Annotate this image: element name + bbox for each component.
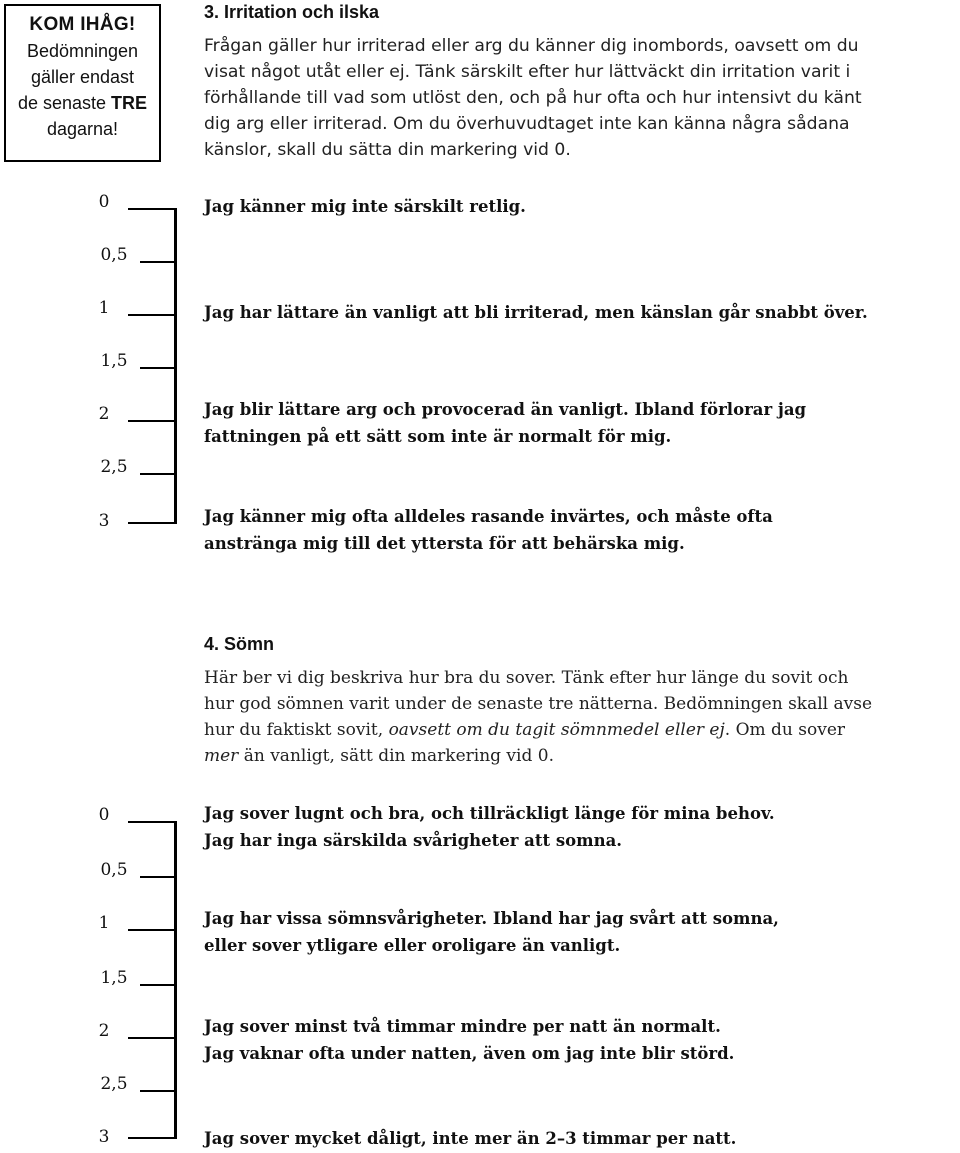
q4-anchor-2 bbox=[204, 1013, 944, 1067]
q3-scale-3[interactable]: 3 bbox=[98, 511, 110, 531]
q4-title: 4. Sömn bbox=[204, 634, 275, 654]
q3-anchor-2-line: Jag blir lättare arg och provocerad än vanligt. Ibland förlorar jag bbox=[204, 400, 807, 419]
q4-description-line-3-post: . Om du sover bbox=[724, 720, 846, 740]
q3-anchor-2 bbox=[204, 396, 944, 450]
q4-description-line-4-em: mer bbox=[204, 746, 239, 766]
reminder-line-2: gäller endast bbox=[30, 67, 135, 87]
q4-description-line: Här ber vi dig beskriva hur bra du sover. Tänk efter hur länge du sovit och bbox=[204, 668, 849, 688]
q4-anchor-1-line: eller sover ytligare eller oroligare än vanligt. bbox=[204, 936, 621, 955]
q4-anchor-1 bbox=[204, 905, 944, 959]
q3-anchor-3 bbox=[204, 503, 944, 557]
q3-title: 3. Irritation och ilska bbox=[204, 2, 380, 22]
q3-tick-1[interactable] bbox=[128, 314, 177, 316]
q4-tick-0[interactable] bbox=[128, 821, 177, 823]
reminder-line-3-strong: TRE bbox=[111, 93, 148, 113]
q3-anchor-3-line: anstränga mig till det yttersta för att behärska mig. bbox=[204, 534, 685, 553]
q4-description-line-3-pre: hur du faktiskt sovit, bbox=[204, 720, 389, 740]
q4-description-line bbox=[204, 717, 956, 743]
q4-anchor-2-line: Jag vaknar ofta under natten, även om jag inte blir störd. bbox=[204, 1044, 735, 1063]
q3-scale-1[interactable]: 1 bbox=[98, 298, 110, 318]
q3-anchor-3-line: Jag känner mig ofta alldeles rasande invärtes, och måste ofta bbox=[204, 507, 773, 526]
q3-description-line: känslor, skall du sätta din markering vid 0. bbox=[204, 140, 571, 160]
reminder-line-4: dagarna! bbox=[46, 119, 119, 139]
q4-scale-0-5[interactable]: 0,5 bbox=[100, 860, 128, 880]
q3-scale-2-5[interactable]: 2,5 bbox=[100, 457, 128, 477]
q4-tick-2[interactable] bbox=[128, 1037, 177, 1039]
q4-tick-2-5[interactable] bbox=[140, 1090, 177, 1092]
q4-tick-3[interactable] bbox=[128, 1137, 177, 1139]
q3-scale-0[interactable]: 0 bbox=[98, 192, 110, 212]
q4-anchor-3-line: Jag sover mycket dåligt, inte mer än 2–3 timmar per natt. bbox=[204, 1129, 737, 1148]
q4-description-line-4-post: än vanligt, sätt din markering vid 0. bbox=[238, 746, 554, 766]
q4-tick-0-5[interactable] bbox=[140, 876, 177, 878]
q3-tick-1-5[interactable] bbox=[140, 367, 177, 369]
q3-description bbox=[204, 33, 960, 163]
q3-anchor-1 bbox=[204, 299, 944, 326]
q3-description-line: visat något utåt eller ej. Tänk särskilt efter hur lättväckt din irritation varit i bbox=[204, 62, 851, 82]
reminder-line-1: Bedömningen bbox=[26, 41, 139, 61]
q4-description-line: hur god sömnen varit under de senaste tre nätterna. Bedömningen skall avse bbox=[204, 694, 873, 714]
q4-anchor-1-line: Jag har vissa sömnsvårigheter. Ibland har jag svårt att somna, bbox=[204, 909, 779, 928]
q3-description-line: dig arg eller irriterad. Om du överhuvudtaget inte kan känna några sådana bbox=[204, 114, 850, 134]
q3-tick-2[interactable] bbox=[128, 420, 177, 422]
q4-tick-1-5[interactable] bbox=[140, 984, 177, 986]
q4-scale-2-5[interactable]: 2,5 bbox=[100, 1074, 128, 1094]
q4-description-line bbox=[204, 743, 956, 769]
q4-anchor-0-line: Jag har inga särskilda svårigheter att somna. bbox=[204, 831, 623, 850]
q3-scale-0-5[interactable]: 0,5 bbox=[100, 245, 128, 265]
q3-tick-0-5[interactable] bbox=[140, 261, 177, 263]
q3-anchor-1-line: Jag har lättare än vanligt att bli irriterad, men känslan går snabbt över. bbox=[204, 303, 868, 322]
q4-scale-3[interactable]: 3 bbox=[98, 1127, 110, 1147]
q3-scale-1-5[interactable]: 1,5 bbox=[100, 351, 128, 371]
reminder-line-3-pre: de senaste bbox=[17, 93, 112, 113]
q3-scale-bar bbox=[174, 208, 177, 524]
q3-tick-2-5[interactable] bbox=[140, 473, 177, 475]
q4-anchor-3 bbox=[204, 1125, 944, 1152]
q3-description-line: Frågan gäller hur irriterad eller arg du känner dig inombords, oavsett om du bbox=[204, 36, 859, 56]
q4-tick-1[interactable] bbox=[128, 929, 177, 931]
q4-scale-2[interactable]: 2 bbox=[98, 1021, 110, 1041]
q3-anchor-0 bbox=[204, 193, 944, 220]
q4-scale-0[interactable]: 0 bbox=[98, 805, 110, 825]
q3-description-line: förhållande till vad som utlöst den, och på hur ofta och hur intensivt du känt bbox=[204, 88, 862, 108]
q4-description-line-3-em: oavsett om du tagit sömnmedel eller ej bbox=[388, 720, 725, 740]
q3-anchor-2-line: fattningen på ett sätt som inte är normalt för mig. bbox=[204, 427, 672, 446]
q3-tick-0[interactable] bbox=[128, 208, 177, 210]
q4-anchor-2-line: Jag sover minst två timmar mindre per natt än normalt. bbox=[204, 1017, 721, 1036]
q4-scale-1[interactable]: 1 bbox=[98, 913, 110, 933]
reminder-box bbox=[4, 4, 161, 162]
q4-scale-1-5[interactable]: 1,5 bbox=[100, 968, 128, 988]
q3-anchor-0-line: Jag känner mig inte särskilt retlig. bbox=[204, 197, 526, 216]
reminder-title: KOM IHÅG! bbox=[29, 14, 136, 35]
reminder-line-3 bbox=[6, 90, 159, 116]
q4-description bbox=[204, 665, 956, 769]
q3-scale-2[interactable]: 2 bbox=[98, 404, 110, 424]
q4-anchor-0-line: Jag sover lugnt och bra, och tillräckligt länge för mina behov. bbox=[204, 804, 775, 823]
q3-tick-3[interactable] bbox=[128, 522, 177, 524]
q4-anchor-0 bbox=[204, 800, 944, 854]
